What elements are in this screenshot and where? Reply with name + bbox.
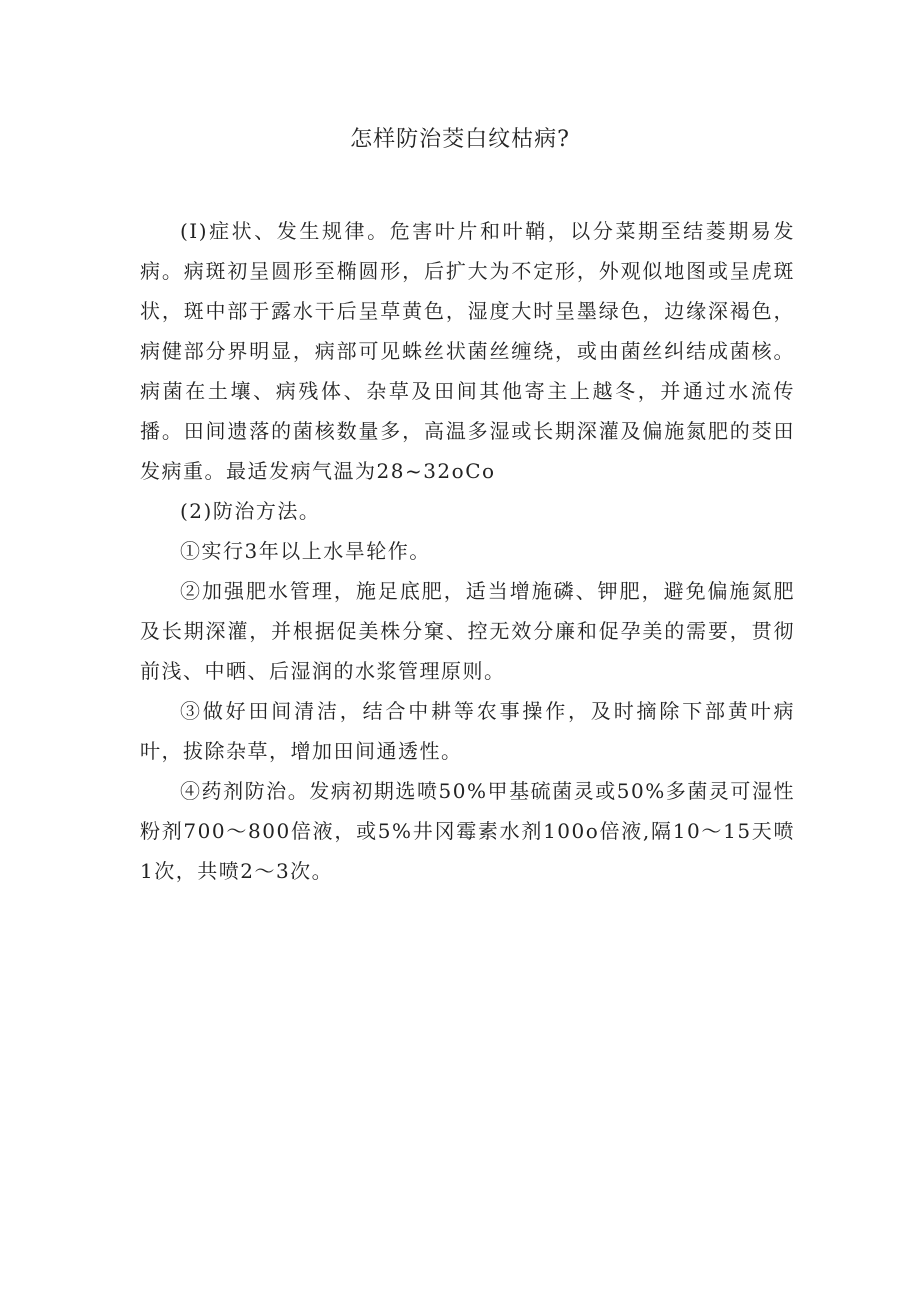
paragraph-control-methods-heading: (2)防治方法。 (180, 499, 321, 523)
paragraph-chemical-control: ④药剂防治。发病初期选喷50%甲基硫菌灵或50%多菌灵可湿性粉剂700～800倍液，或5%井冈霉素水剂100o倍液,隔10～15天喷1次，共喷2～3次。 (140, 779, 795, 883)
paragraph-rotation: ①实行3年以上水旱轮作。 (180, 539, 431, 563)
paragraph-symptoms: (I)症状、发生规律。危害叶片和叶鞘，以分菜期至结菱期易发病。病斑初呈圆形至椭圆形，后扩大为不定形，外观似地图或呈虎斑状，斑中部于露水干后呈草黄色，湿度大时呈墨绿色，边缘深褐色，病健部分界明显，病部可见蛛丝状菌丝缠绕，或由菌丝纠结成菌核。病菌在土壤、病残体、杂草及田间其他寄主上越冬，并通过水流传播。田间遗落的菌核数量多，高温多湿或长期深灌及偏施氮肥的茭田发病重。最适发病气温为28~32oCo (140, 219, 795, 483)
document-body (140, 211, 795, 891)
paragraph-field-sanitation: ③做好田间清洁，结合中耕等农事操作，及时摘除下部黄叶病叶，拔除杂草，增加田间通透性。 (140, 699, 795, 763)
document-title: 怎样防治茭白纹枯病? (350, 127, 570, 152)
paragraph-fertilizer-management: ②加强肥水管理，施足底肥，适当增施磷、钾肥，避免偏施氮肥及长期深灌，并根据促美株分窠、控无效分廉和促孕美的需要，贯彻前浅、中晒、后湿润的水浆管理原则。 (140, 579, 795, 683)
